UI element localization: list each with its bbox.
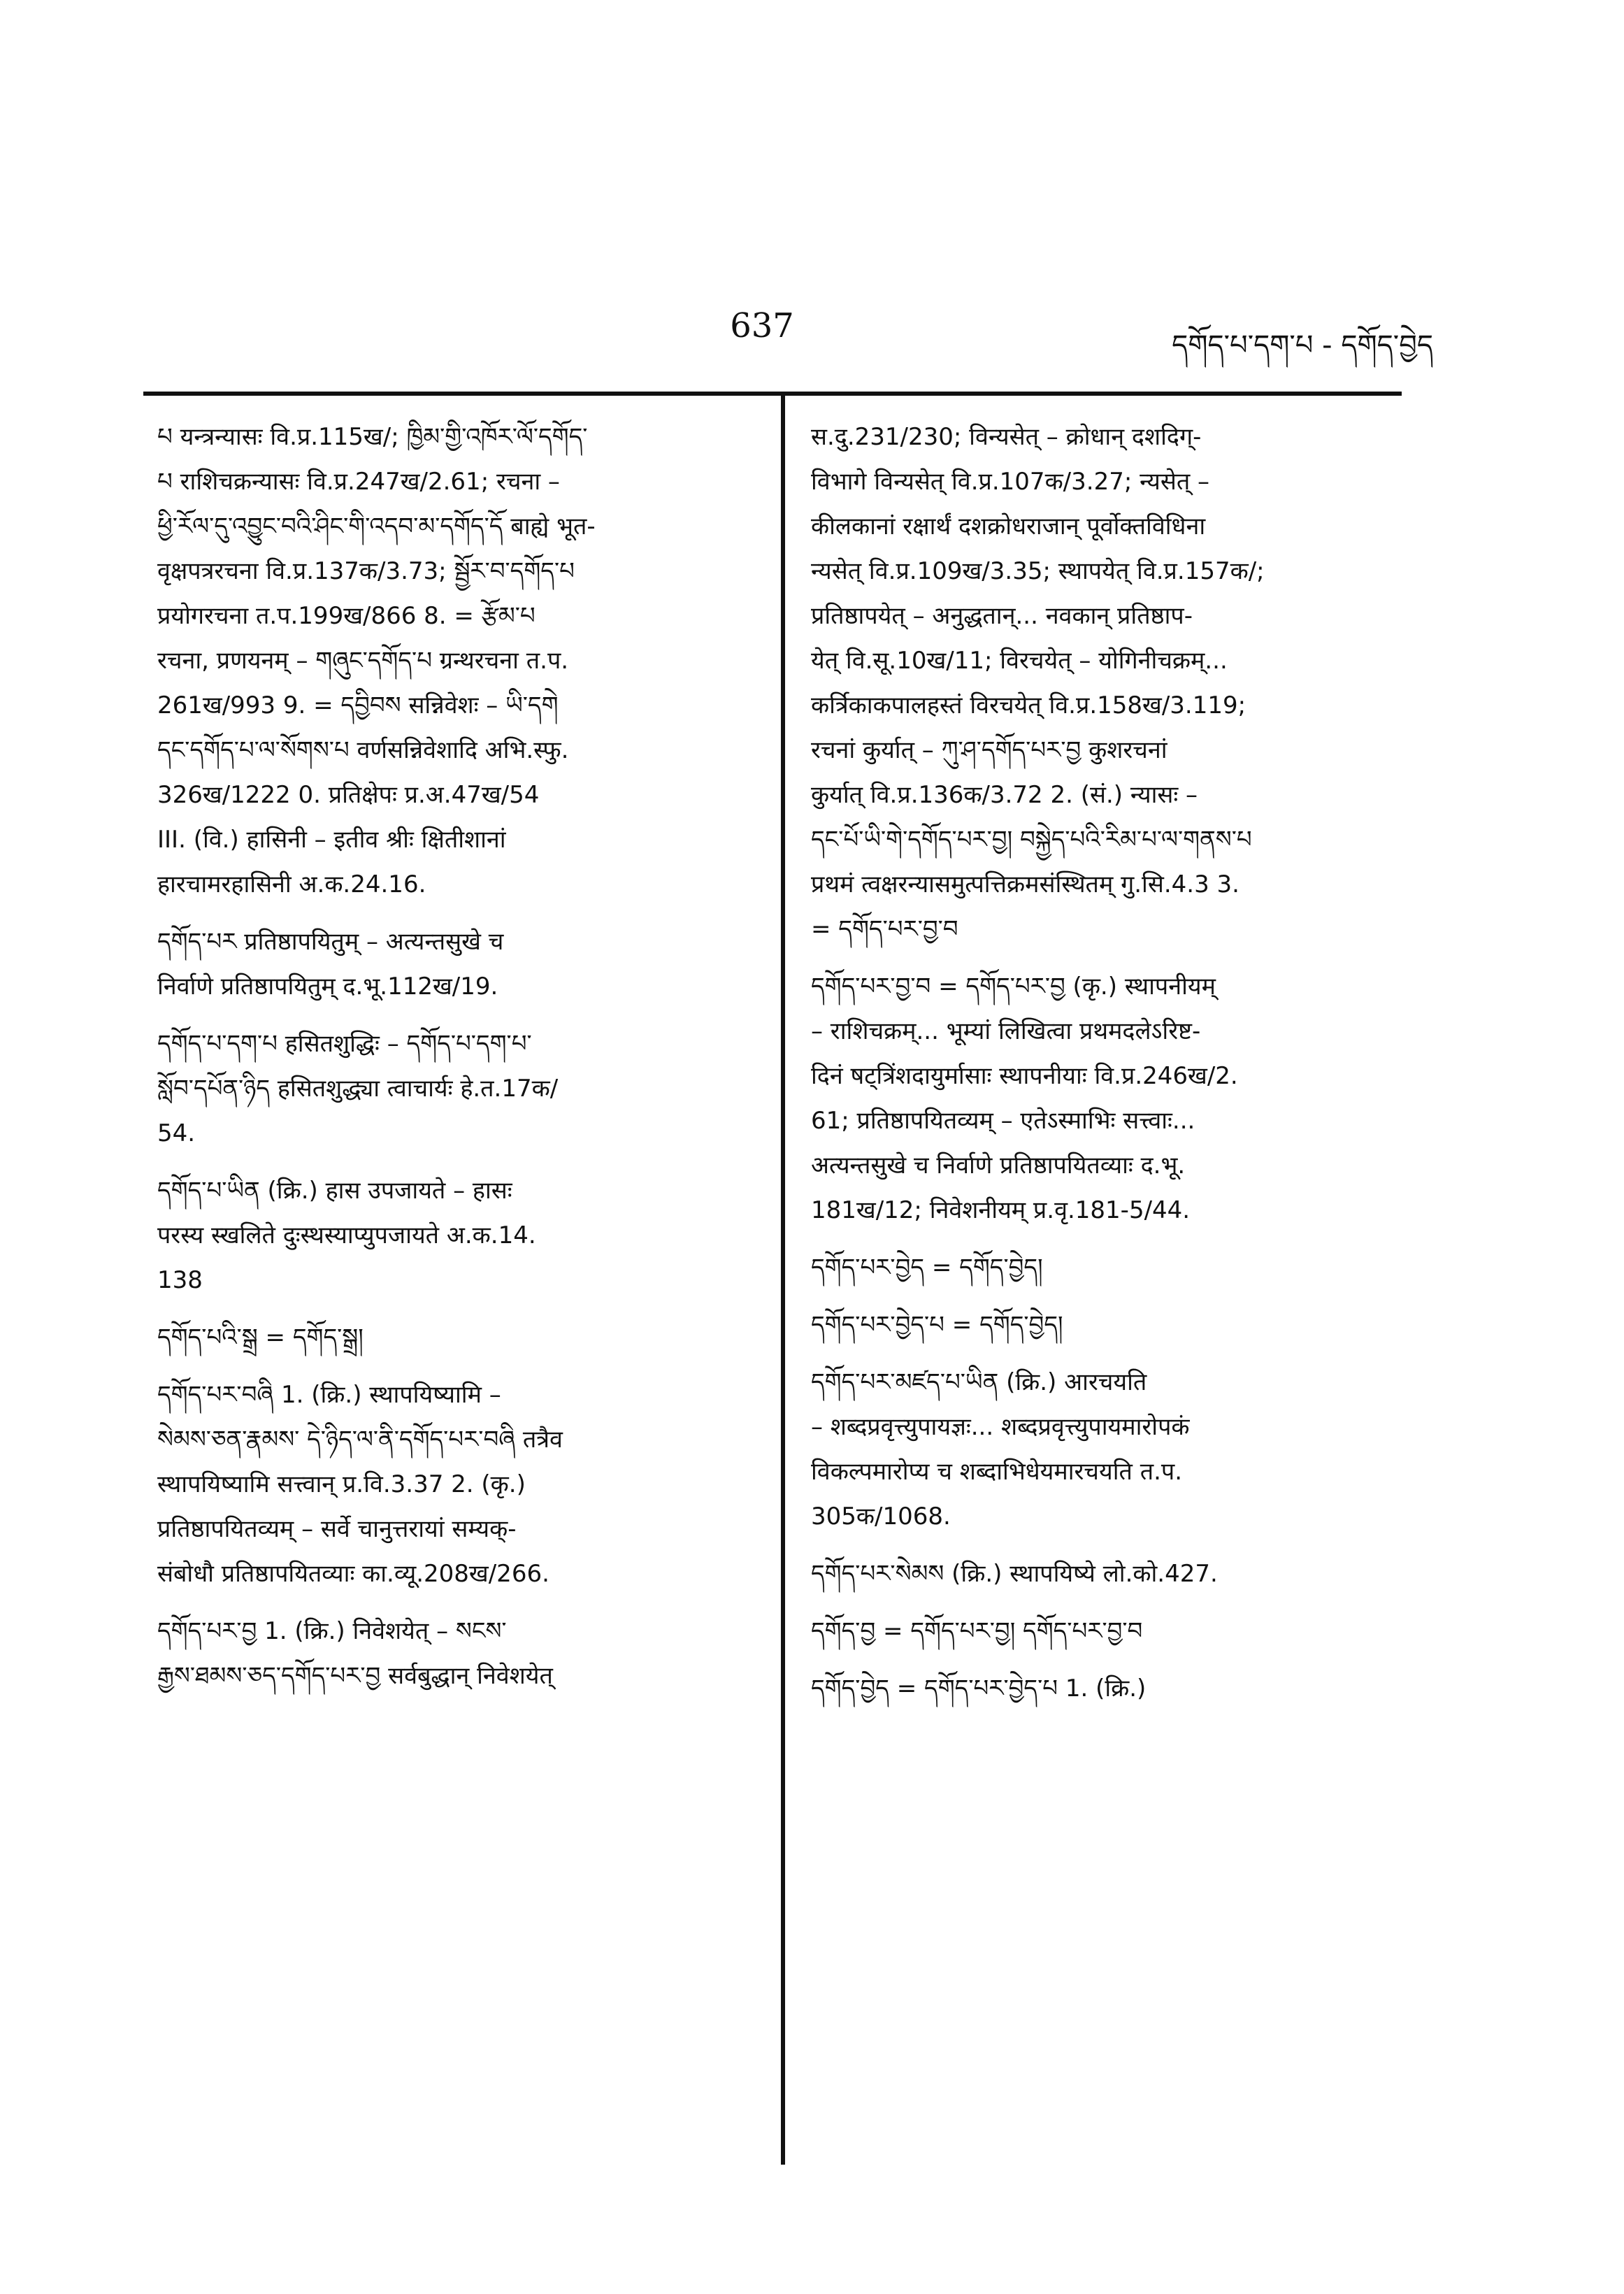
entry-headline: དགོད་པར་བྱ་བ = དགོད་པར་བྱ (कृ.) स्थापनीयम् — [811, 973, 1216, 1001]
text-line: 326ख/1222 0. प्रतिक्षेपः प्र.अ.47ख/54 — [157, 781, 540, 809]
right-column — [811, 420, 1412, 1716]
entry-headline: དགོད་བྱ = དགོད་པར་བྱ། དགོད་པར་བྱ་བ — [811, 1617, 1143, 1645]
text-line: དང་པོ་ཡི་གེ་དགོད་པར་བྱ། བསྐྱེད་པའི་རིམ་པ་ལ་གནས་པ — [811, 826, 1252, 854]
column-divider — [781, 396, 785, 2165]
text-line: स्थापयिष्यामि सत्त्वान् प्र.वि.3.37 2. (कृ.) — [157, 1470, 526, 1498]
text-line: कीलकानां रक्षार्थं दशक्रोधराजान् पूर्वोक्तविधिना — [811, 512, 1206, 540]
text-line: 61; प्रतिष्ठापयितव्यम् – एतेऽस्माभिः सत्त्वाः... — [811, 1107, 1195, 1135]
text-line: པ यन्त्रन्यासः वि.प्र.115ख/; ཁྱིམ་གྱི་འཁོར་ལོ་དགོད་ — [157, 423, 588, 451]
text-line: སློབ་དཔོན་ཉིད हसितशुद्ध्या त्वाचार्यः हे.त.17क/ — [157, 1075, 559, 1103]
text-line: विभागे विन्यसेत् वि.प्र.107क/3.27; न्यसेत् – — [811, 468, 1210, 496]
text-line: न्यसेत् वि.प्र.109ख/3.35; स्थापयेत् वि.प्र.157क/; — [811, 557, 1265, 585]
text-line: 54. — [157, 1119, 196, 1147]
text-line: 138 — [157, 1266, 203, 1294]
entry-headline: དགོད་པར་བྱ 1. (क्रि.) निवेशयेत् – སངས་ — [157, 1617, 507, 1645]
left-column — [157, 420, 759, 1703]
entry-headline: དགོད་པ་ཡིན (क्रि.) हास उपजायते – हासः — [157, 1177, 512, 1205]
entry-headline: དགོད་པར་བཞི 1. (क्रि.) स्थापयिष्यामि – — [157, 1381, 501, 1409]
text-line: रचना, प्रणयनम् – གཞུང་དགོད་པ ग्रन्थरचना त.प. — [157, 647, 569, 675]
entry-headline: དགོད་པར་བྱེད་པ = དགོད་བྱེད། — [811, 1311, 1063, 1339]
entry-headline: དགོད་པར་མཛད་པ་ཡིན (क्रि.) आरचयति — [811, 1368, 1147, 1396]
text-line: – राशिचक्रम्... भूम्यां लिखित्वा प्रथमदलेऽरिष्ट- — [811, 1017, 1201, 1045]
text-line: स.दु.231/230; विन्यसेत् – क्रोधान् दशदिग्- — [811, 423, 1202, 451]
text-line: रचनां कुर्यात् – ཀུ་ཤ་དགོད་པར་བྱ कुशरचनां — [811, 736, 1167, 764]
text-line: येत् वि.सू.10ख/11; विरचयेत् – योगिनीचक्रम्... — [811, 647, 1228, 675]
entry-headline: དགོད་པའི་སྒྲ = དགོད་སྒྲ། — [157, 1324, 364, 1352]
entry-headline: དགོད་པ་དག་པ हसितशुद्धिः – དགོད་པ་དག་པ་ — [157, 1030, 532, 1058]
running-head: དགོད་པ་དག་པ - དགོད་བྱེད — [1172, 329, 1433, 361]
text-line: རྒྱས་ཐམས་ཅད་དགོད་པར་བྱ सर्वबुद्धान् निवेशयेत् — [157, 1662, 553, 1690]
text-line: III. (वि.) हासिनी – इतीव श्रीः क्षितीशानां — [157, 826, 506, 854]
text-line: प्रथमं त्वक्षरन्यासमुत्पत्तिक्रमसंस्थितम् गु.सि.4.3 3. — [811, 870, 1239, 898]
entry-headline: དགོད་པར་བྱེད = དགོད་བྱེད། — [811, 1254, 1043, 1282]
text-line: निर्वाणे प्रतिष्ठापयितुम् द.भू.112ख/19. — [157, 973, 498, 1001]
text-line: प्रयोगरचना त.प.199ख/866 8. = རྩོམ་པ — [157, 602, 536, 630]
text-line: विकल्पमारोप्य च शब्दाभिधेयमारचयति त.प. — [811, 1458, 1183, 1486]
text-line: कुर्यात् वि.प्र.136क/3.72 2. (सं.) न्यासः – — [811, 781, 1198, 809]
page-number: 637 — [730, 306, 794, 345]
text-line: परस्य स्खलिते दुःस्थस्याप्युपजायते अ.क.14. — [157, 1221, 536, 1249]
text-line: संबोधौ प्रतिष्ठापयितव्याः का.व्यू.208ख/266. — [157, 1560, 549, 1588]
text-line: कर्त्रिकाकपालहस्तं विरचयेत् वि.प्र.158ख/3.119; — [811, 691, 1246, 719]
entry-headline: དགོད་པར प्रतिष्ठापयितुम् – अत्यन्तसुखे च — [157, 928, 504, 956]
text-line: = དགོད་པར་བྱ་བ — [811, 915, 958, 943]
text-line: དང་དགོད་པ་ལ་སོགས་པ वर्णसन्निवेशादि अभि.स्फु. — [157, 736, 569, 764]
text-line: अत्यन्तसुखे च निर्वाणे प्रतिष्ठापयितव्याः द.भू. — [811, 1152, 1186, 1180]
entry-headline: དགོད་པར་སེམས (क्रि.) स्थापयिष्ये लो.को.427. — [811, 1560, 1218, 1588]
text-line: ཕྱི་རོལ་དུ་འབྱུང་བའི་ཤིང་གི་འདབ་མ་དགོད་དོ बाह्ये भूत- — [157, 512, 596, 540]
text-line: प्रतिष्ठापयितव्यम् – सर्वे चानुत्तरायां सम्यक्- — [157, 1515, 517, 1543]
header-rule — [143, 392, 1402, 396]
text-line: སེམས་ཅན་རྣམས་ དེ་ཉིད་ལ་ནི་དགོད་པར་བཞི तत्रैव — [157, 1426, 563, 1454]
entry-headline: དགོད་བྱེད = དགོད་པར་བྱེད་པ 1. (क्रि.) — [811, 1675, 1147, 1702]
text-line: हारचामरहासिनी अ.क.24.16. — [157, 870, 426, 898]
text-line: दिनं षट्त्रिंशदायुर्मासाः स्थापनीयाः वि.प्र.246ख/2. — [811, 1062, 1238, 1090]
text-line: – शब्दप्रवृत्त्युपायज्ञः... शब्दप्रवृत्त्युपायमारोपकं — [811, 1413, 1190, 1441]
text-line: པ राशिचक्रन्यासः वि.प्र.247ख/2.61; रचना – — [157, 468, 560, 496]
text-line: 261ख/993 9. = དབྱིབས सन्निवेशः – ཡི་དགེ — [157, 691, 559, 719]
text-line: 181ख/12; निवेशनीयम् प्र.वृ.181-5/44. — [811, 1196, 1191, 1224]
text-line: प्रतिष्ठापयेत् – अनुद्धतान्... नवकान् प्रतिष्ठाप- — [811, 602, 1193, 630]
text-line: वृक्षपत्ररचना वि.प्र.137क/3.73; སྦྱོར་བ་དགོད་པ — [157, 557, 575, 585]
text-line: 305क/1068. — [811, 1503, 951, 1530]
